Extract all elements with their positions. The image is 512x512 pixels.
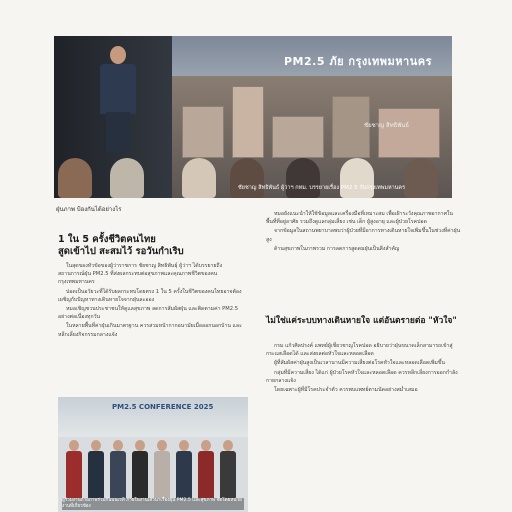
headline-line-1: 1 ใน 5 ครั้งชีวิตคนไทย: [58, 234, 156, 245]
person: [154, 440, 170, 498]
person-body: [220, 451, 236, 498]
paragraph: ผู้ที่สัมผัสค่าฝุ่นสูงเป็นเวลานานมีความเสี่ยงต่อโรคหัวใจและหลอดเลือดเพิ่มขึ้น: [274, 360, 445, 367]
person-body: [110, 451, 126, 498]
screen-subtitle: ชัยชาญ สิทธิพันธ์: [364, 122, 410, 129]
person-head: [69, 440, 79, 451]
audience-head: [230, 158, 264, 198]
person-head: [135, 440, 145, 451]
right-body-top: [266, 210, 462, 254]
audience-head: [340, 158, 374, 198]
speaker-body: [100, 64, 136, 114]
paragraph: ในหลายพื้นที่ค่าฝุ่นเกินมาตรฐาน ควรสวมหน้ากากอนามัยเมื่อออกนอกบ้าน และหลีกเลี่ยงกิจกรรมกลางแจ้ง: [58, 323, 242, 338]
person-head: [179, 440, 189, 451]
paragraph: ในสุดของหัวข้อของผู้ว่าราชการ ชัยชาญ สิทธิพันธุ์ ผู้ว่าฯ ได้บรรยายถึงสถานการณ์ฝุ่น PM2.5 ที่ส่งผลกระทบต่อสุขภาพและคุณภาพชีวิตของคนกรุงเทพมหานคร: [58, 263, 223, 286]
person: [220, 440, 236, 498]
person-body: [66, 451, 82, 498]
person-head: [201, 440, 211, 451]
paragraph: จากข้อมูลในสถานพยาบาลพบว่าผู้ป่วยที่มีอาการทางเดินหายใจเพิ่มขึ้นในช่วงที่ค่าฝุ่นสูง: [266, 228, 461, 243]
paragraph: กลุ่มที่มีความเสี่ยง ได้แก่ ผู้ป่วยโรคหัวใจและหลอดเลือด ควรหลีกเลี่ยงการออกกำลังกายกลางแจ้ง: [266, 369, 458, 384]
screen-title: PM2.5 ภัย กรุงเทพมหานคร: [284, 55, 433, 68]
paragraph: โดยเฉพาะผู้ที่มีโรคประจำตัว ควรพบแพทย์ตามนัดอย่างสม่ำเสมอ: [274, 387, 418, 394]
speaker-head: [110, 46, 126, 64]
bottom-photo-caption: ผู้ร่วมงานถ่ายภาพร่วมกันบนเวที ภายในงานเสวนาเรื่องฝุ่น PM2.5 และสุขภาพ จัดโดยหน่วยงานที่เกี่ยวข้อง: [62, 498, 244, 510]
audience-head: [286, 158, 320, 198]
top-photo-caption: ชัยชาญ สิทธิพันธ์ ผู้ว่าฯ กทม. บรรยายเรื่อง PM2.5 กับกรุงเทพมหานคร: [238, 185, 406, 191]
person-body: [132, 451, 148, 498]
audience-head: [182, 158, 216, 198]
paragraph: ด้านสุขภาพในภาพรวม การลดการสูดดมฝุ่นเป็นสิ่งสำคัญ: [274, 245, 400, 252]
person-head: [157, 440, 167, 451]
person: [110, 440, 126, 498]
speaker-photo: [54, 36, 452, 198]
right-body-bottom: [266, 342, 462, 395]
audience-head: [404, 158, 438, 198]
speaker: [94, 46, 142, 152]
paragraph: กรม แก้วศิลปรงค์ แพทย์ผู้เชี่ยวชาญโรคปอด อธิบายว่าฝุ่นขนาดเล็กสามารถเข้าสู่กระแสเลือดได้ และส่งผลต่อหัวใจและหลอดเลือด: [266, 343, 453, 358]
image-caption: ฝุ่นภาพ ป้องกันได้อย่างไร: [56, 206, 122, 213]
group-photo: [58, 397, 248, 512]
paragraph: หมอยังแนะนำให้ใช้ข้อมูลและเครื่องมือที่เหมาะสม เพื่อเฝ้าระวังคุณภาพอากาศในพื้นที่ที่อยู่อาศัย รวมถึงดูแลกลุ่มเสี่ยง เช่น เด็ก ผู้สูงอายุ และผู้ป่วยโรคปอด: [266, 211, 453, 226]
right-subhead: ไม่ใช่แค่ระบบทางเดินหายใจ แต่อันตรายต่อ "หัวใจ": [266, 316, 457, 326]
person: [132, 440, 148, 498]
audience-head: [58, 158, 92, 198]
paragraph: หมอเชิญชวนประชาชนให้ดูแลสุขภาพ ลดการสัมผัสฝุ่น และติดตามค่า PM2.5 อย่างต่อเนื่องทุกวัน: [58, 306, 239, 321]
person-head: [223, 440, 233, 451]
left-headline: [58, 234, 248, 258]
person-body: [198, 451, 214, 498]
paragraph: ปอดเป็นอวัยวะที่ได้รับผลกระทบโดยตรง 1 ใน 5 ครั้งในชีวิตของคนไทยอาจต้องเผชิญกับปัญหาทางเดินหายใจจากฝุ่นละออง: [58, 288, 242, 303]
stage-banner: PM2.5 CONFERENCE 2025: [112, 403, 214, 411]
person-body: [154, 451, 170, 498]
person: [66, 440, 82, 498]
person-body: [176, 451, 192, 498]
person-head: [113, 440, 123, 451]
person: [176, 440, 192, 498]
person-head: [91, 440, 101, 451]
person: [88, 440, 104, 498]
person: [198, 440, 214, 498]
headline-line-2: สูดเข้าไป สะสมไว้ รอวันกำเริบ: [58, 246, 184, 257]
left-body: [58, 262, 248, 340]
audience-head: [110, 158, 144, 198]
person-body: [88, 451, 104, 498]
